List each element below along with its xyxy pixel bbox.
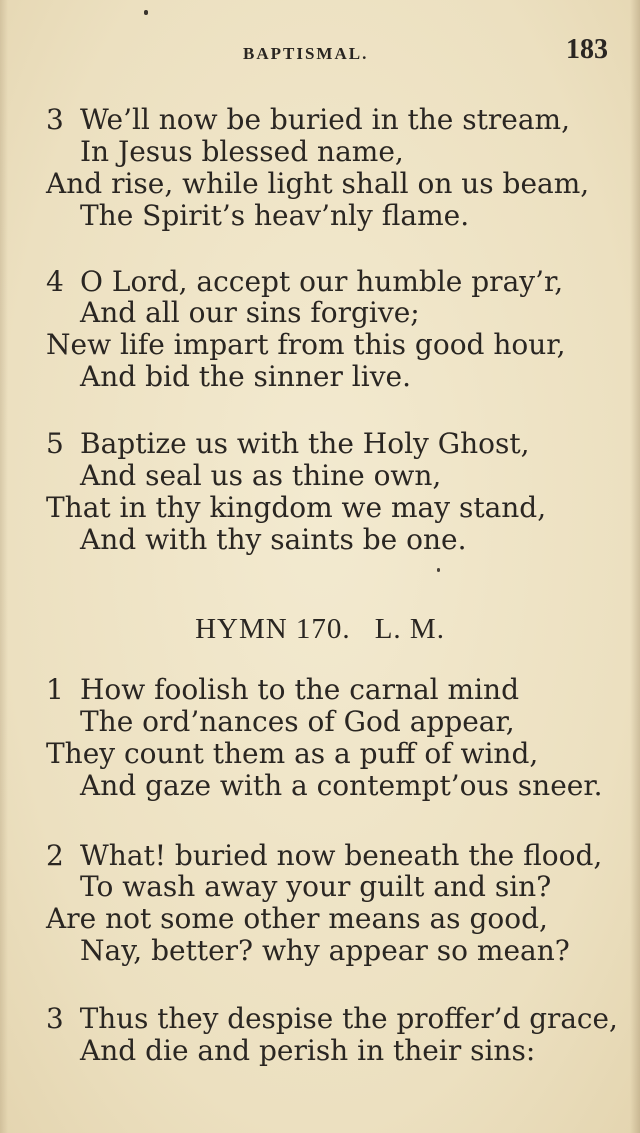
verse-line: In Jesus blessed name, [80,135,404,168]
verse-number: 5 [46,427,64,460]
verse-line: That in thy kingdom we may stand, [46,491,547,524]
hymn-meter: L. M. [374,613,445,645]
verse-line: Are not some other means as good, [46,902,548,935]
verse-line: And seal us as thine own, [80,459,442,492]
verse-number: 2 [46,839,64,872]
hymn-number: HYMN 170. [195,613,351,645]
verse-line [46,428,530,460]
verse-line: And bid the sinner live. [80,360,411,393]
page-number: 183 [566,34,608,65]
verse-line: And die and perish in their sins: [80,1034,536,1067]
verse-text: O Lord, accept our humble pray’r, [80,265,564,298]
verse-line [46,840,602,872]
verse-text: Thus they despise the proffer’d grace, [79,1002,618,1035]
verse-line: New life impart from this good hour, [46,328,566,361]
verse-text: Baptize us with the Holy Ghost, [80,427,530,460]
running-head: BAPTISMAL. [243,44,369,63]
verse-text: How foolish to the carnal mind [80,673,520,706]
print-mark [144,10,148,15]
verse-number: 4 [46,265,64,298]
verse-number: 3 [46,1002,64,1035]
verse-text: We’ll now be buried in the stream, [80,103,570,136]
verse-line: The ord’nances of God appear, [80,705,515,738]
print-speck [437,568,440,572]
verse-text: What! buried now beneath the flood, [80,839,603,872]
verse-line: And all our sins forgive; [80,296,420,329]
verse-line [46,674,519,706]
verse-line [46,1003,618,1035]
verse-line: They count them as a puff of wind, [46,737,539,770]
verse-number: 3 [46,103,64,136]
page-spine-shadow [630,0,640,1133]
verse-line [46,266,563,298]
page-edge-shadow [0,0,8,1133]
verse-number: 1 [46,673,64,706]
verse-line: The Spirit’s heav’nly flame. [80,199,470,232]
verse-line: And gaze with a contempt’ous sneer. [80,769,603,802]
verse-line [46,104,570,136]
verse-line: And with thy saints be one. [80,523,467,556]
verse-line: And rise, while light shall on us beam, [46,167,590,200]
verse-line: Nay, better? why appear so mean? [80,934,570,967]
verse-line: To wash away your guilt and sin? [80,870,552,903]
hymn-title [0,612,640,646]
